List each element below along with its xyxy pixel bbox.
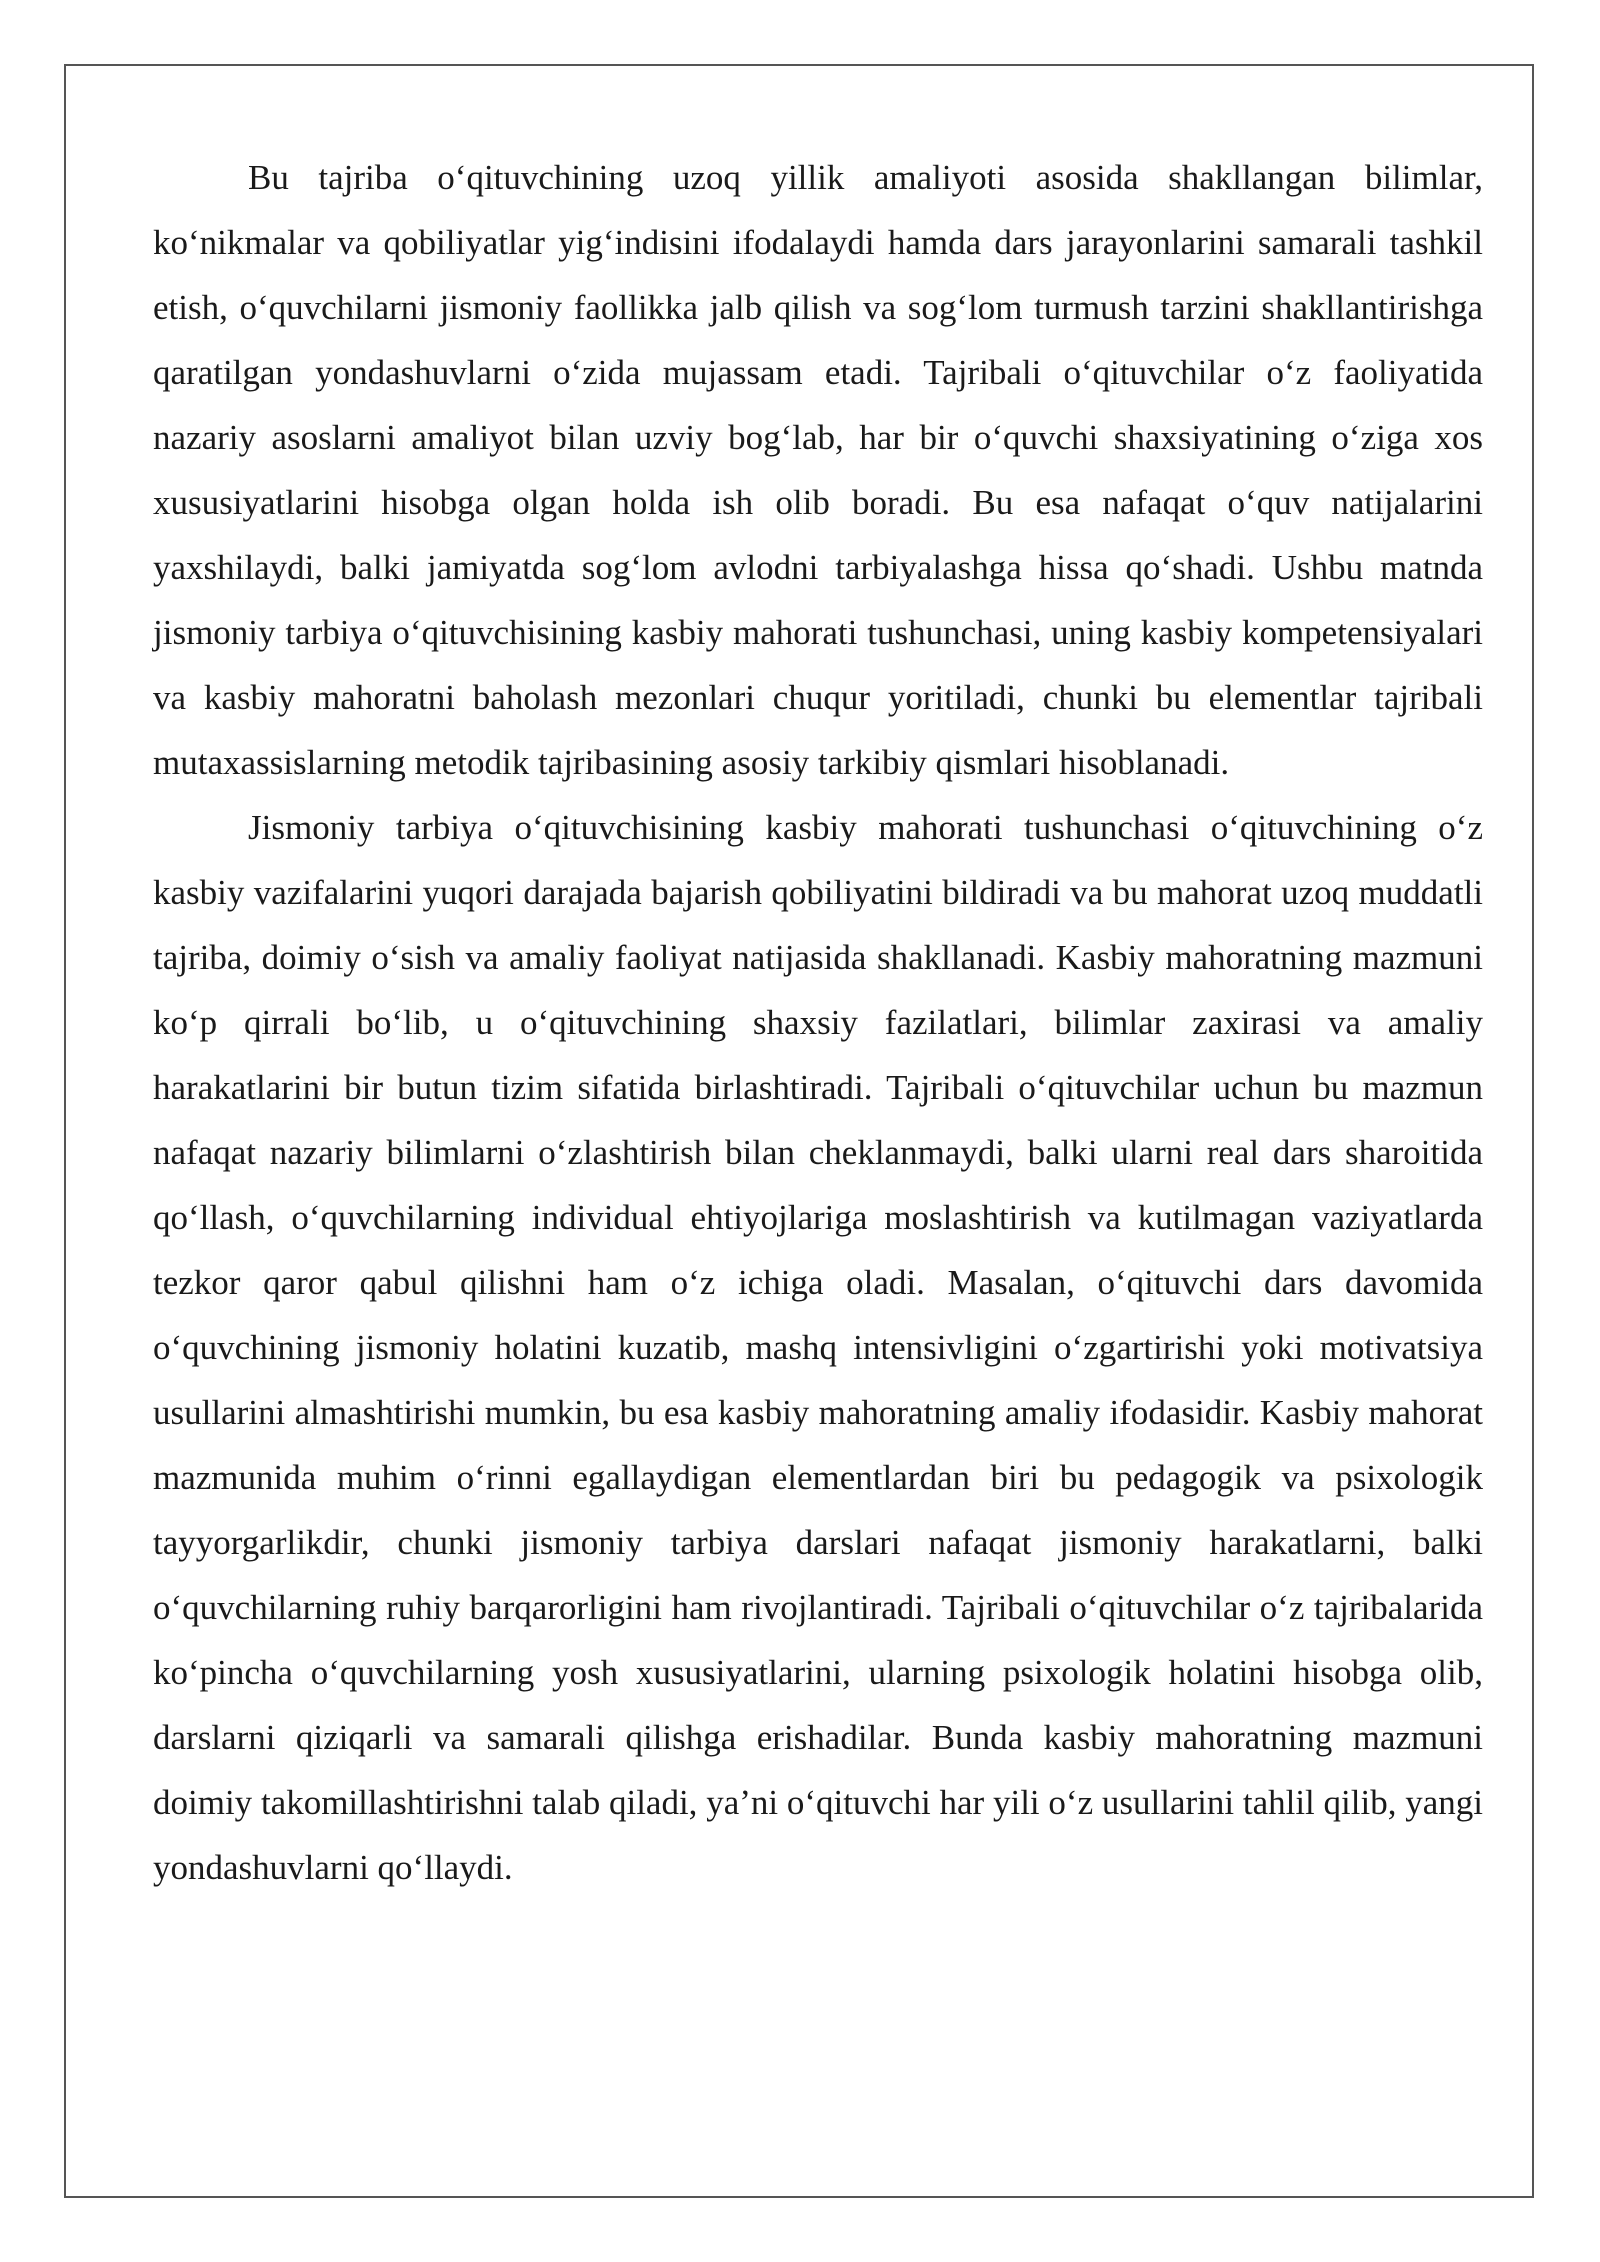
paragraph-1: Bu tajriba oʻqituvchining uzoq yillik amaliyoti asosida shakllangan bilimlar, koʻnikmalar va qobiliyatlar yigʻindisini ifodalaydi hamda dars jarayonlarini samarali tashkil etish, oʻquvchilarni jismoniy faollikka jalb qilish va sogʻlom turmush tarzini shakllantirishga qaratilgan yondashuvlarni oʻzida mujassam etadi. Tajribali oʻqituvchilar oʻz faoliyatida nazariy asoslarni amaliyot bilan uzviy bogʻlab, har bir oʻquvchi shaxsiyatining oʻziga xos xususiyatlarini hisobga olgan holda ish olib boradi. Bu esa nafaqat oʻquv natijalarini yaxshilaydi, balki jamiyatda sogʻlom avlodni tarbiyalashga hissa qoʻshadi. Ushbu matnda jismoniy tarbiya oʻqituvchisining kasbiy mahorati tushunchasi, uning kasbiy kompetensiyalari va kasbiy mahoratni baholash mezonlari chuqur yoritiladi, chunki bu elementlar tajribali mutaxassislarning metodik tajribasining asosiy tarkibiy qismlari hisoblanadi.	[153, 158, 1483, 782]
paragraph-2: Jismoniy tarbiya oʻqituvchisining kasbiy mahorati tushunchasi oʻqituvchining oʻz kasbiy vazifalarini yuqori darajada bajarish qobiliyatini bildiradi va bu mahorat uzoq muddatli tajriba, doimiy oʻsish va amaliy faoliyat natijasida shakllanadi. Kasbiy mahoratning mazmuni koʻp qirrali boʻlib, u oʻqituvchining shaxsiy fazilatlari, bilimlar zaxirasi va amaliy harakatlarini bir butun tizim sifatida birlashtiradi. Tajribali oʻqituvchilar uchun bu mazmun nafaqat nazariy bilimlarni oʻzlashtirish bilan cheklanmaydi, balki ularni real dars sharoitida qoʻllash, oʻquvchilarning individual ehtiyojlariga moslashtirish va kutilmagan vaziyatlarda tezkor qaror qabul qilishni ham oʻz ichiga oladi. Masalan, oʻqituvchi dars davomida oʻquvchining jismoniy holatini kuzatib, mashq intensivligini oʻzgartirishi yoki motivatsiya usullarini almashtirishi mumkin, bu esa kasbiy mahoratning amaliy ifodasidir. Kasbiy mahorat mazmunida muhim oʻrinni egallaydigan elementlardan biri bu pedagogik va psixologik tayyorgarlikdir, chunki jismoniy tarbiya darslari nafaqat jismoniy harakatlarni, balki oʻquvchilarning ruhiy barqarorligini ham rivojlantiradi. Tajribali oʻqituvchilar oʻz tajribalarida koʻpincha oʻquvchilarning yosh xususiyatlarini, ularning psixologik holatini hisobga olib, darslarni qiziqarli va samarali qilishga erishadilar. Bunda kasbiy mahoratning mazmuni doimiy takomillashtirishni talab qiladi, yaʼni oʻqituvchi har yili oʻz usullarini tahlil qilib, yangi yondashuvlarni qoʻllaydi.	[153, 808, 1483, 1887]
document-body	[153, 145, 1483, 1900]
